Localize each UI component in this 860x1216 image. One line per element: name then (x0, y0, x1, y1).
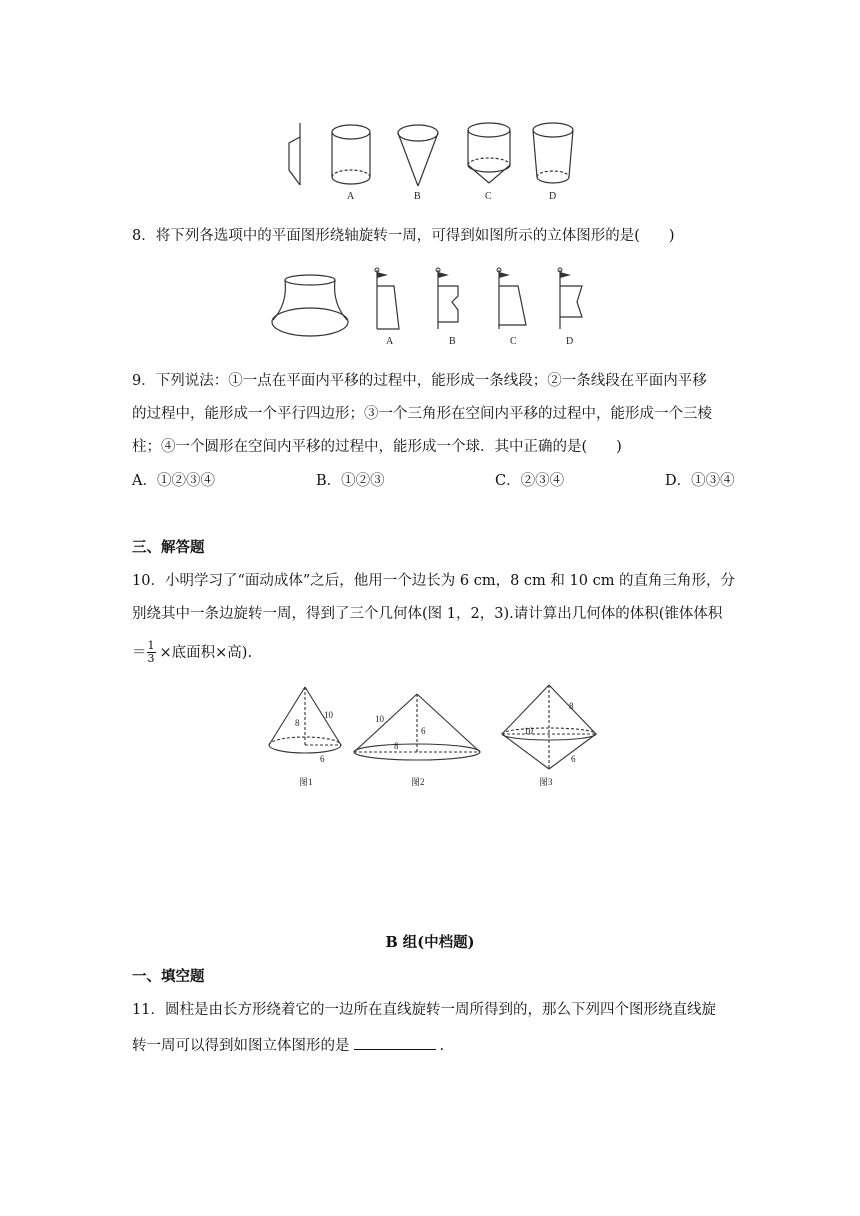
q9-line-2: 的过程中，能形成一个平行四边形；③一个三角形在空间内平移的过程中，能形成一个三棱 (132, 406, 712, 422)
group-b-title: B 组(中档题) (385, 934, 475, 951)
q10-line-1: 10．小明学习了“面动成体”之后，他用一个边长为 6 cm，8 cm 和 10 cm 的直角三角形，分 (132, 573, 736, 589)
q10-formula-tail: ×底面积×高). (159, 644, 253, 661)
fig3-bottom-label: 6 (571, 754, 576, 764)
q8-label-d: D (566, 336, 574, 347)
q11-period: . (439, 1038, 445, 1054)
fig2-slant-label: 10 (375, 714, 384, 724)
q7-label-d: D (549, 191, 557, 202)
q9-line-1: 9．下列说法：①一点在平面内平移的过程中，能形成一条线段；②一条线段在平面内平移 (132, 373, 707, 389)
q9-option-a[interactable]: A．①②③④ (132, 473, 215, 489)
section-title-fill-in: 一、填空题 (132, 968, 205, 985)
q8-label-b: B (449, 336, 456, 347)
q10-figures (262, 682, 612, 792)
fig1-height-label: 8 (295, 718, 300, 728)
q7-label-c: C (485, 191, 492, 202)
fig2-radius-label: 8 (394, 741, 399, 751)
q7-figure (280, 115, 600, 205)
q8-figure (270, 262, 600, 354)
fig1-slant-label: 10 (324, 710, 333, 720)
q9-option-b[interactable]: B．①②③ (316, 473, 385, 489)
q8-label-c: C (510, 336, 517, 347)
q10-fraction (147, 640, 156, 665)
fig2-caption: 图2 (411, 777, 425, 787)
q9-line-3: 柱；④一个圆形在空间内平移的过程中，能形成一个球．其中正确的是( ) (132, 439, 622, 455)
q11-line-2 (132, 1034, 444, 1056)
q10-fraction-denominator: 3 (147, 652, 155, 665)
q11-answer-blank[interactable] (354, 1034, 436, 1050)
fig3-middle-label: 10 (524, 726, 533, 736)
q9-option-c[interactable]: C．②③④ (495, 473, 565, 489)
q11-line-2-text: 转一周可以得到如图立体图形的是 (132, 1038, 350, 1054)
q7-label-b: B (414, 191, 421, 202)
q10-fraction-numerator: 1 (147, 639, 155, 652)
q11-line-1: 11．圆柱是由长方形绕着它的一边所在直线旋转一周所得到的，那么下列四个图形绕直线旋 (132, 1002, 716, 1018)
fig1-radius-label: 6 (320, 754, 325, 764)
fig1-caption: 图1 (299, 777, 313, 787)
fig3-caption: 图3 (539, 777, 553, 787)
q9-option-d[interactable]: D．①③④ (665, 473, 735, 489)
q10-line-3 (132, 640, 252, 665)
fig3-top-label: 8 (569, 701, 574, 711)
fig2-height-label: 6 (421, 726, 426, 736)
q7-label-a: A (347, 191, 355, 202)
q8-question: 8．将下列各选项中的平面图形绕轴旋转一周，可得到如图所示的立体图形的是( ) (132, 228, 675, 244)
q10-equals: ＝ (132, 644, 147, 661)
q8-label-a: A (386, 336, 394, 347)
q10-line-2: 别绕其中一条边旋转一周，得到了三个几何体(图 1，2，3).请计算出几何体的体积(锥体体积 (132, 606, 723, 622)
section-title-answers: 三、解答题 (132, 539, 205, 556)
